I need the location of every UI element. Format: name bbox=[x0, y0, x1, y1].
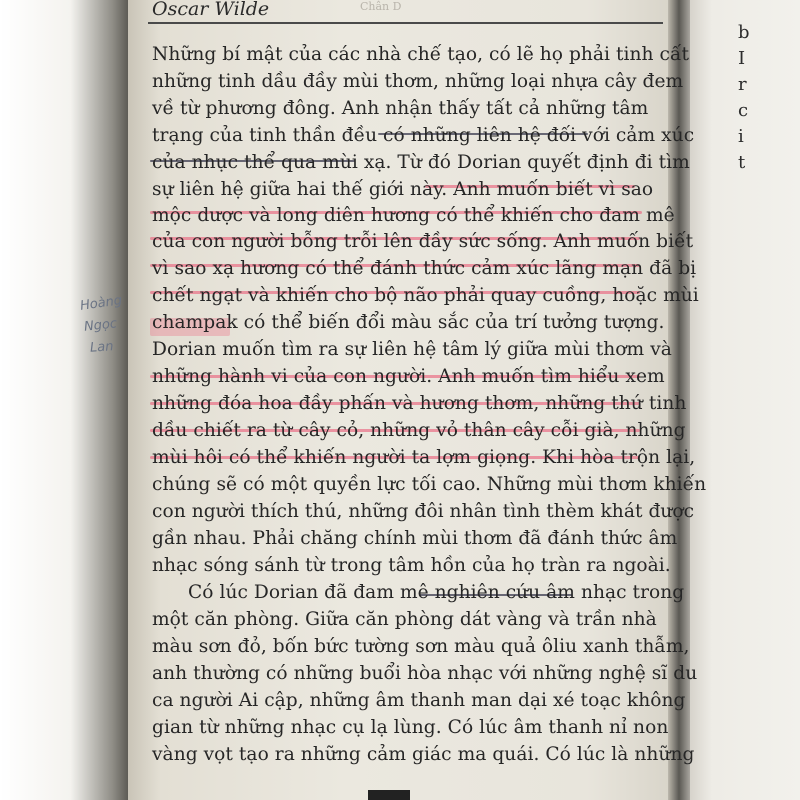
text-line: mùi hôi có thể khiến người ta lợm giọng. Khi hòa trộn lại, bbox=[152, 447, 696, 468]
right-page-text-fragment: I bbox=[738, 48, 746, 69]
right-page-text-fragment: c bbox=[738, 100, 749, 121]
handwritten-margin-note-line: Hoàng bbox=[79, 293, 124, 314]
header-rule bbox=[148, 22, 663, 24]
text-line: sự liên hệ giữa hai thế giới này. Anh muốn biết vì sao bbox=[152, 179, 654, 200]
text-line: của con người bỗng trỗi lên đầy sức sống. Anh muốn biết bbox=[152, 231, 694, 252]
text-line: gian từ những nhạc cụ lạ lùng. Có lúc âm thanh nỉ non bbox=[152, 717, 669, 738]
handwritten-margin-note-line: Lan bbox=[89, 339, 114, 356]
handwritten-margin-note-line: Ngọc bbox=[83, 316, 118, 335]
bleed-through-text: Chân D bbox=[360, 0, 402, 13]
text-line: về từ phương đông. Anh nhận thấy tất cả những tâm bbox=[152, 98, 649, 119]
text-line: dầu chiết ra từ cây cỏ, những vỏ thân cây cỗi già, những bbox=[152, 420, 686, 441]
text-line: chết ngạt và khiến cho bộ não phải quay cuồng, hoặc mùi bbox=[152, 285, 699, 306]
right-page-text-fragment: b bbox=[738, 22, 750, 43]
left-page-edge bbox=[0, 0, 128, 800]
text-line: chúng sẽ có một quyền lực tối cao. Những mùi thơm khiến bbox=[152, 474, 707, 495]
text-line: con người thích thú, những đôi nhân tình thèm khát được bbox=[152, 501, 695, 522]
text-line: vì sao xạ hương có thể đánh thức cảm xúc lãng mạn đã bị bbox=[152, 258, 697, 279]
text-line: gần nhau. Phải chăng chính mùi thơm đã đánh thức âm bbox=[152, 528, 678, 549]
text-line: những tinh dầu đầy mùi thơm, những loại nhựa cây đem bbox=[152, 71, 684, 92]
text-line: những hành vi của con người. Anh muốn tìm hiểu xem bbox=[152, 366, 665, 387]
text-line: vàng vọt tạo ra những cảm giác ma quái. Có lúc là những bbox=[152, 744, 695, 765]
text-line-indented: Có lúc Dorian đã đam mê nghiên cứu âm nhạc trong bbox=[188, 582, 685, 603]
text-line: anh thường có những buổi hòa nhạc với những nghệ sĩ du bbox=[152, 663, 698, 684]
text-line: của nhục thể qua mùi xạ. Từ đó Dorian quyết định đi tìm bbox=[152, 152, 690, 173]
right-page-text-fragment: t bbox=[738, 152, 746, 173]
text-line: màu sơn đỏ, bốn bức tường sơn màu quả ôliu xanh thẫm, bbox=[152, 636, 690, 657]
text-line: ca người Ai cập, những âm thanh man dại xé toạc không bbox=[152, 690, 686, 711]
text-line: một căn phòng. Giữa căn phòng dát vàng và trần nhà bbox=[152, 609, 657, 630]
text-line: nhạc sóng sánh từ trong tâm hồn của họ tràn ra ngoài. bbox=[152, 555, 671, 576]
bottom-bookmark-tab bbox=[368, 790, 410, 800]
right-page-text-fragment: i bbox=[738, 126, 744, 147]
running-header-author: Oscar Wilde bbox=[152, 0, 270, 20]
text-line: trạng của tinh thần đều có những liên hệ đối với cảm xúc bbox=[152, 125, 695, 146]
text-line: Những bí mật của các nhà chế tạo, có lẽ họ phải tinh cất bbox=[152, 44, 689, 65]
text-line: Dorian muốn tìm ra sự liên hệ tâm lý giữa mùi thơm và bbox=[152, 339, 672, 360]
text-line: những đóa hoa đầy phấn và hương thơm, những thứ tinh bbox=[152, 393, 687, 414]
text-line: mộc dược và long diên hương có thể khiến cho đam mê bbox=[152, 205, 675, 226]
text-line: champak có thể biến đổi màu sắc của trí tưởng tượng. bbox=[152, 312, 665, 333]
right-page-text-fragment: r bbox=[738, 74, 747, 95]
